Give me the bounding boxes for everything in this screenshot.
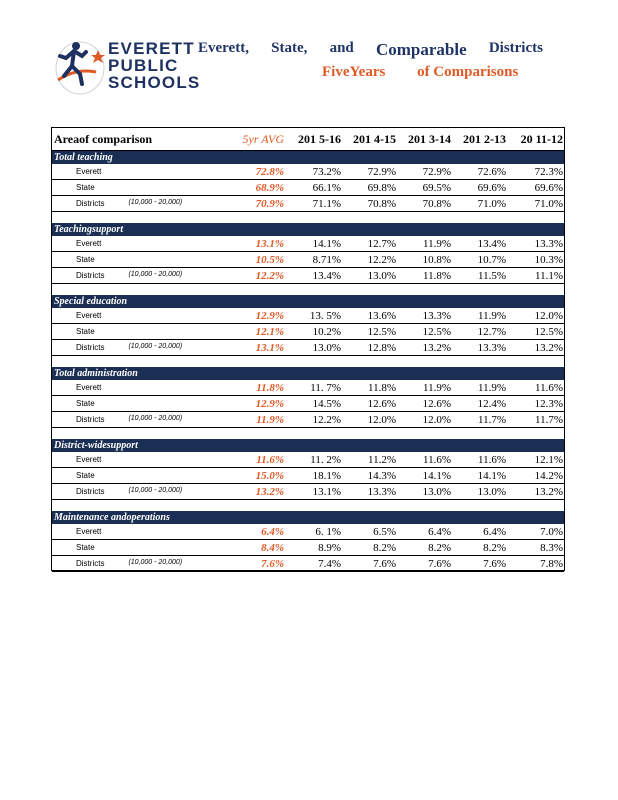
row-sublabel: (10,000 - 20,000) — [128, 343, 183, 350]
header-year: 20 11-12 — [520, 131, 563, 146]
year-value-cell: 12.1% — [534, 453, 563, 466]
year-value-cell: 11.6% — [534, 381, 563, 394]
year-value-cell: 69.6% — [534, 181, 563, 194]
year-value-cell: 14.2% — [534, 469, 563, 482]
row-label-cell — [52, 383, 230, 392]
avg-cell: 7.6% — [261, 557, 284, 570]
section-title: Total teaching — [52, 151, 564, 164]
year-value-cell: 12.5% — [534, 325, 563, 338]
row-label-cell — [52, 559, 230, 568]
avg-cell: 12.9% — [255, 309, 284, 322]
year-value-cell: 10.2% — [312, 325, 341, 338]
row-label: State — [76, 327, 95, 336]
table-row — [52, 452, 564, 468]
year-value-cell: 10.8% — [422, 253, 451, 266]
avg-cell: 12.9% — [255, 397, 284, 410]
row-label: Districts — [76, 343, 105, 352]
logo-line-3: SCHOOLS — [108, 73, 201, 92]
year-value-cell: 12.4% — [477, 397, 506, 410]
year-value-cell: 13.3% — [477, 341, 506, 354]
year-value-cell: 11.2% — [367, 453, 396, 466]
year-value-cell: 13.0% — [477, 485, 506, 498]
logo-line-1: EVERETT — [108, 39, 195, 58]
year-value-cell: 12.2% — [312, 413, 341, 426]
row-label: Districts — [76, 559, 105, 568]
year-value-cell: 69.6% — [477, 181, 506, 194]
row-sublabel: (10,000 - 20,000) — [128, 559, 183, 566]
year-value-cell: 7.4% — [318, 557, 341, 570]
row-label-cell — [52, 343, 230, 352]
year-value-cell: 12.0% — [534, 309, 563, 322]
year-value-cell: 13.2% — [534, 485, 563, 498]
section-title: District-widesupport — [52, 439, 564, 452]
table-row — [52, 540, 564, 556]
year-value-cell: 11.5% — [477, 269, 506, 282]
table-row — [52, 180, 564, 196]
table-body — [52, 151, 564, 583]
table-row — [52, 340, 564, 356]
year-value-cell: 12.6% — [422, 397, 451, 410]
row-label-cell — [52, 239, 230, 248]
table-section — [52, 439, 564, 511]
row-label: State — [76, 471, 95, 480]
year-value-cell: 8.2% — [428, 541, 451, 554]
table-row — [52, 556, 564, 572]
avg-cell: 11.9% — [256, 413, 284, 426]
avg-cell: 13.1% — [255, 237, 284, 250]
row-label: Everett — [76, 239, 102, 248]
table-row — [52, 196, 564, 212]
year-value-cell: 14.1% — [477, 469, 506, 482]
year-value-cell: 13.1% — [312, 485, 341, 498]
year-value-cell: 14.5% — [312, 397, 341, 410]
year-value-cell: 7.8% — [540, 557, 563, 570]
section-title: Special education — [52, 295, 564, 308]
year-value-cell: 66.1% — [312, 181, 341, 194]
row-sublabel: (10,000 - 20,000) — [128, 271, 183, 278]
logo-line-2: PUBLIC — [108, 56, 179, 75]
avg-cell: 68.9% — [255, 181, 284, 194]
row-label: Districts — [76, 199, 105, 208]
row-sublabel: (10,000 - 20,000) — [128, 199, 183, 206]
row-label-cell — [52, 415, 230, 424]
title-word: Everett, — [198, 40, 249, 56]
comparison-table — [51, 127, 565, 571]
year-value-cell: 13.4% — [312, 269, 341, 282]
avg-cell: 72.8% — [255, 165, 284, 178]
year-value-cell: 71.1% — [312, 197, 341, 210]
row-sublabel: (10,000 - 20,000) — [128, 415, 183, 422]
row-label: Everett — [76, 455, 102, 464]
row-label-cell — [52, 311, 230, 320]
header-year: 201 2-13 — [463, 131, 506, 146]
table-row — [52, 412, 564, 428]
table-section — [52, 295, 564, 367]
year-value-cell: 13. 5% — [309, 309, 341, 322]
year-value-cell: 6.4% — [428, 525, 451, 538]
everett-public-schools-logo — [52, 38, 201, 98]
year-value-cell: 11.6% — [477, 453, 506, 466]
year-value-cell: 10.7% — [477, 253, 506, 266]
year-value-cell: 69.5% — [422, 181, 451, 194]
table-row — [52, 324, 564, 340]
year-value-cell: 12.7% — [477, 325, 506, 338]
avg-cell: 13.1% — [255, 341, 284, 354]
year-value-cell: 11. 7% — [310, 381, 341, 394]
row-label: State — [76, 543, 95, 552]
table-row — [52, 524, 564, 540]
row-label: State — [76, 399, 95, 408]
table-row — [52, 252, 564, 268]
row-label: Everett — [76, 167, 102, 176]
avg-cell: 15.0% — [255, 469, 284, 482]
year-value-cell: 14.1% — [422, 469, 451, 482]
year-value-cell: 8.2% — [483, 541, 506, 554]
row-label: Everett — [76, 383, 102, 392]
year-value-cell: 12.7% — [367, 237, 396, 250]
header-year: 201 4-15 — [353, 131, 396, 146]
table-row — [52, 308, 564, 324]
page-subtitle — [322, 64, 518, 81]
table-row — [52, 468, 564, 484]
year-value-cell: 11.1% — [534, 269, 563, 282]
year-value-cell: 11. 2% — [310, 453, 341, 466]
year-value-cell: 7.0% — [540, 525, 563, 538]
year-value-cell: 11.7% — [534, 413, 563, 426]
avg-cell: 13.2% — [255, 485, 284, 498]
header-avg-label: 5yr AVG — [242, 131, 284, 146]
year-value-cell: 8.9% — [318, 541, 341, 554]
year-value-cell: 12.6% — [367, 397, 396, 410]
row-label-cell — [52, 527, 230, 536]
year-value-cell: 12.5% — [422, 325, 451, 338]
year-value-cell: 72.6% — [477, 165, 506, 178]
table-section — [52, 223, 564, 295]
year-value-cell: 11.9% — [477, 309, 506, 322]
year-value-cell: 6.5% — [373, 525, 396, 538]
year-value-cell: 13.2% — [534, 341, 563, 354]
avg-cell: 11.8% — [256, 381, 284, 394]
year-value-cell: 70.8% — [367, 197, 396, 210]
avg-cell: 8.4% — [261, 541, 284, 554]
year-value-cell: 8.3% — [540, 541, 563, 554]
header-year: 201 3-14 — [408, 131, 451, 146]
table-row — [52, 164, 564, 180]
row-label-cell — [52, 199, 230, 208]
year-value-cell: 18.1% — [312, 469, 341, 482]
subtitle-word: FiveYears — [322, 64, 386, 80]
runner-swoosh-icon — [52, 38, 108, 98]
year-value-cell: 11.7% — [477, 413, 506, 426]
year-value-cell: 11.6% — [422, 453, 451, 466]
subtitle-word: of Comparisons — [417, 64, 519, 80]
year-value-cell: 13.6% — [367, 309, 396, 322]
row-label-cell — [52, 327, 230, 336]
row-label-cell — [52, 471, 230, 480]
table-row — [52, 484, 564, 500]
year-value-cell: 7.6% — [428, 557, 451, 570]
year-value-cell: 11.9% — [477, 381, 506, 394]
row-label-cell — [52, 271, 230, 280]
row-label: State — [76, 255, 95, 264]
year-value-cell: 72.9% — [367, 165, 396, 178]
table-section — [52, 151, 564, 223]
row-label-cell — [52, 255, 230, 264]
table-row — [52, 380, 564, 396]
year-value-cell: 13.2% — [422, 341, 451, 354]
title-word: Districts — [488, 40, 543, 56]
page-title — [198, 40, 543, 60]
row-label-cell — [52, 183, 230, 192]
year-value-cell: 14.1% — [312, 237, 341, 250]
table-section — [52, 367, 564, 439]
year-value-cell: 12.3% — [534, 397, 563, 410]
year-value-cell: 71.0% — [477, 197, 506, 210]
row-label: Districts — [76, 415, 105, 424]
year-value-cell: 13.0% — [312, 341, 341, 354]
table-header-row — [52, 128, 564, 151]
year-value-cell: 6. 1% — [315, 525, 341, 538]
row-label: Everett — [76, 311, 102, 320]
year-value-cell: 7.6% — [373, 557, 396, 570]
row-label-cell — [52, 167, 230, 176]
row-label-cell — [52, 487, 230, 496]
year-value-cell: 13.0% — [367, 269, 396, 282]
title-word: and — [329, 40, 354, 56]
year-value-cell: 11.9% — [422, 237, 451, 250]
table-section — [52, 511, 564, 583]
section-title: Total administration — [52, 367, 564, 380]
year-value-cell: 11.8% — [422, 269, 451, 282]
row-label-cell — [52, 543, 230, 552]
year-value-cell: 12.0% — [367, 413, 396, 426]
avg-cell: 11.6% — [256, 453, 284, 466]
year-value-cell: 11.8% — [367, 381, 396, 394]
year-value-cell: 12.8% — [367, 341, 396, 354]
header-year: 201 5-16 — [298, 131, 341, 146]
year-value-cell: 12.0% — [422, 413, 451, 426]
section-title: Maintenance andoperations — [52, 511, 564, 524]
title-word: State, — [271, 40, 308, 56]
avg-cell: 6.4% — [261, 525, 284, 538]
year-value-cell: 14.3% — [367, 469, 396, 482]
row-label: State — [76, 183, 95, 192]
year-value-cell: 12.5% — [367, 325, 396, 338]
year-value-cell: 71.0% — [534, 197, 563, 210]
row-label: Everett — [76, 527, 102, 536]
year-value-cell: 8.71% — [312, 253, 341, 266]
avg-cell: 70.9% — [255, 197, 284, 210]
year-value-cell: 72.9% — [422, 165, 451, 178]
year-value-cell: 12.2% — [367, 253, 396, 266]
year-value-cell: 10.3% — [534, 253, 563, 266]
year-value-cell: 8.2% — [373, 541, 396, 554]
table-row — [52, 236, 564, 252]
year-value-cell: 13.3% — [367, 485, 396, 498]
year-value-cell: 7.6% — [483, 557, 506, 570]
year-value-cell: 72.3% — [534, 165, 563, 178]
year-value-cell: 70.8% — [422, 197, 451, 210]
year-value-cell: 13.3% — [534, 237, 563, 250]
year-value-cell: 13.4% — [477, 237, 506, 250]
avg-cell: 12.1% — [255, 325, 284, 338]
year-value-cell: 6.4% — [483, 525, 506, 538]
avg-cell: 12.2% — [255, 269, 284, 282]
section-title: Teachingsupport — [52, 223, 564, 236]
row-label-cell — [52, 455, 230, 464]
avg-cell: 10.5% — [255, 253, 284, 266]
year-value-cell: 69.8% — [367, 181, 396, 194]
row-sublabel: (10,000 - 20,000) — [128, 487, 183, 494]
year-value-cell: 13.0% — [422, 485, 451, 498]
year-value-cell: 13.3% — [422, 309, 451, 322]
row-label: Districts — [76, 487, 105, 496]
year-value-cell: 73.2% — [312, 165, 341, 178]
row-label-cell — [52, 399, 230, 408]
year-value-cell: 11.9% — [422, 381, 451, 394]
header-area-label: Areaof comparison — [54, 131, 153, 146]
table-row — [52, 268, 564, 284]
title-word: Comparable — [375, 40, 467, 59]
row-label: Districts — [76, 271, 105, 280]
table-row — [52, 396, 564, 412]
